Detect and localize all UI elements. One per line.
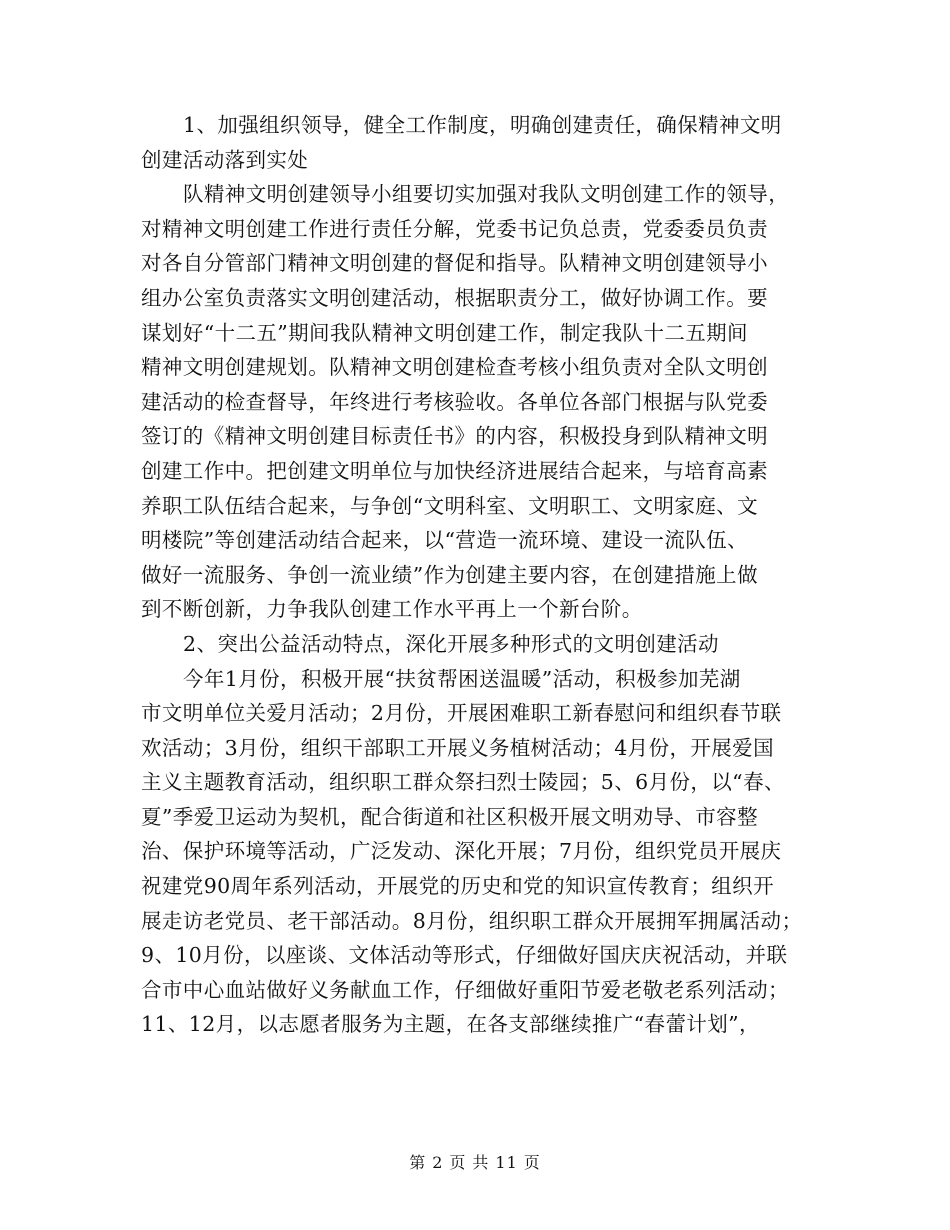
text-line: 队精神文明创建领导小组要切实加强对我队文明创建工作的领导， bbox=[183, 182, 790, 207]
text-line: 组办公室负责落实文明创建活动，根据职责分工，做好协调工作。要 bbox=[141, 285, 768, 310]
text-line: 展走访老党员、老干部活动。8月份，组织职工群众开展拥军拥属活动； bbox=[141, 908, 803, 933]
footer-total-pages: 11 bbox=[495, 1153, 518, 1172]
text-line: 欢活动；3月份，组织干部职工开展义务植树活动；4月份，开展爱国 bbox=[141, 735, 774, 760]
text-line: 对各自分管部门精神文明创建的督促和指导。队精神文明创建领导小 bbox=[141, 251, 768, 276]
footer-page-word: 页 bbox=[449, 1153, 467, 1172]
text-line: 9、10月份，以座谈、文体活动等形式，仔细做好国庆庆祝活动，并联 bbox=[141, 943, 788, 968]
text-line: 2、突出公益活动特点，深化开展多种形式的文明创建活动 bbox=[183, 631, 719, 656]
text-line: 11、12月，以志愿者服务为主题，在各支部继续推广“春蕾计划”， bbox=[141, 1012, 760, 1037]
text-line: 签订的《精神文明创建目标责任书》的内容，积极投身到队精神文明 bbox=[141, 424, 768, 449]
text-line: 市文明单位关爱月活动；2月份，开展困难职工新春慰问和组织春节联 bbox=[141, 701, 782, 726]
text-line: 养职工队伍结合起来，与争创“文明科室、文明职工、文明家庭、文 bbox=[141, 493, 758, 518]
text-line: 治、保护环境等活动，广泛发动、深化开展；7月份，组织党员开展庆 bbox=[141, 839, 782, 864]
text-line: 今年1月份，积极开展“扶贫帮困送温暖”活动，积极参加芜湖 bbox=[183, 666, 741, 691]
text-line: 祝建党90周年系列活动，开展党的历史和党的知识宣传教育；组织开 bbox=[141, 874, 774, 899]
footer-suffix: 页 bbox=[523, 1153, 541, 1172]
text-line: 夏”季爱卫运动为契机，配合街道和社区积极开展文明劝导、市容整 bbox=[141, 804, 758, 829]
text-line: 做好一流服务、争创一流业绩”作为创建主要内容，在创建措施上做 bbox=[141, 562, 758, 587]
text-line: 建活动的检查督导，年终进行考核验收。各单位各部门根据与队党委 bbox=[141, 389, 768, 414]
footer-current-page: 2 bbox=[432, 1153, 444, 1172]
text-line: 对精神文明创建工作进行责任分解，党委书记负总责，党委委员负责 bbox=[141, 216, 768, 241]
footer-total-word: 共 bbox=[472, 1153, 490, 1172]
text-line: 明楼院”等创建活动结合起来，以“营造一流环境、建设一流队伍、 bbox=[141, 528, 748, 553]
text-line: 合市中心血站做好义务献血工作，仔细做好重阳节爱老敬老系列活动； bbox=[141, 977, 789, 1002]
text-line: 1、加强组织领导，健全工作制度，明确创建责任，确保精神文明 bbox=[183, 113, 782, 137]
text-line: 到不断创新，力争我队创建工作水平再上一个新台阶。 bbox=[141, 597, 643, 622]
text-line: 谋划好“十二五”期间我队精神文明创建工作，制定我队十二五期间 bbox=[141, 320, 748, 345]
footer-prefix: 第 bbox=[409, 1153, 427, 1172]
text-line: 精神文明创建规划。队精神文明创建检查考核小组负责对全队文明创 bbox=[141, 355, 768, 380]
text-line: 创建活动落到实处 bbox=[141, 147, 309, 172]
text-line: 创建工作中。把创建文明单位与加快经济进展结合起来，与培育高素 bbox=[141, 458, 768, 483]
text-line: 主义主题教育活动，组织职工群众祭扫烈士陵园；5、6月份，以“春、 bbox=[141, 770, 785, 795]
document-body bbox=[141, 108, 813, 1042]
page-footer bbox=[0, 1153, 950, 1173]
